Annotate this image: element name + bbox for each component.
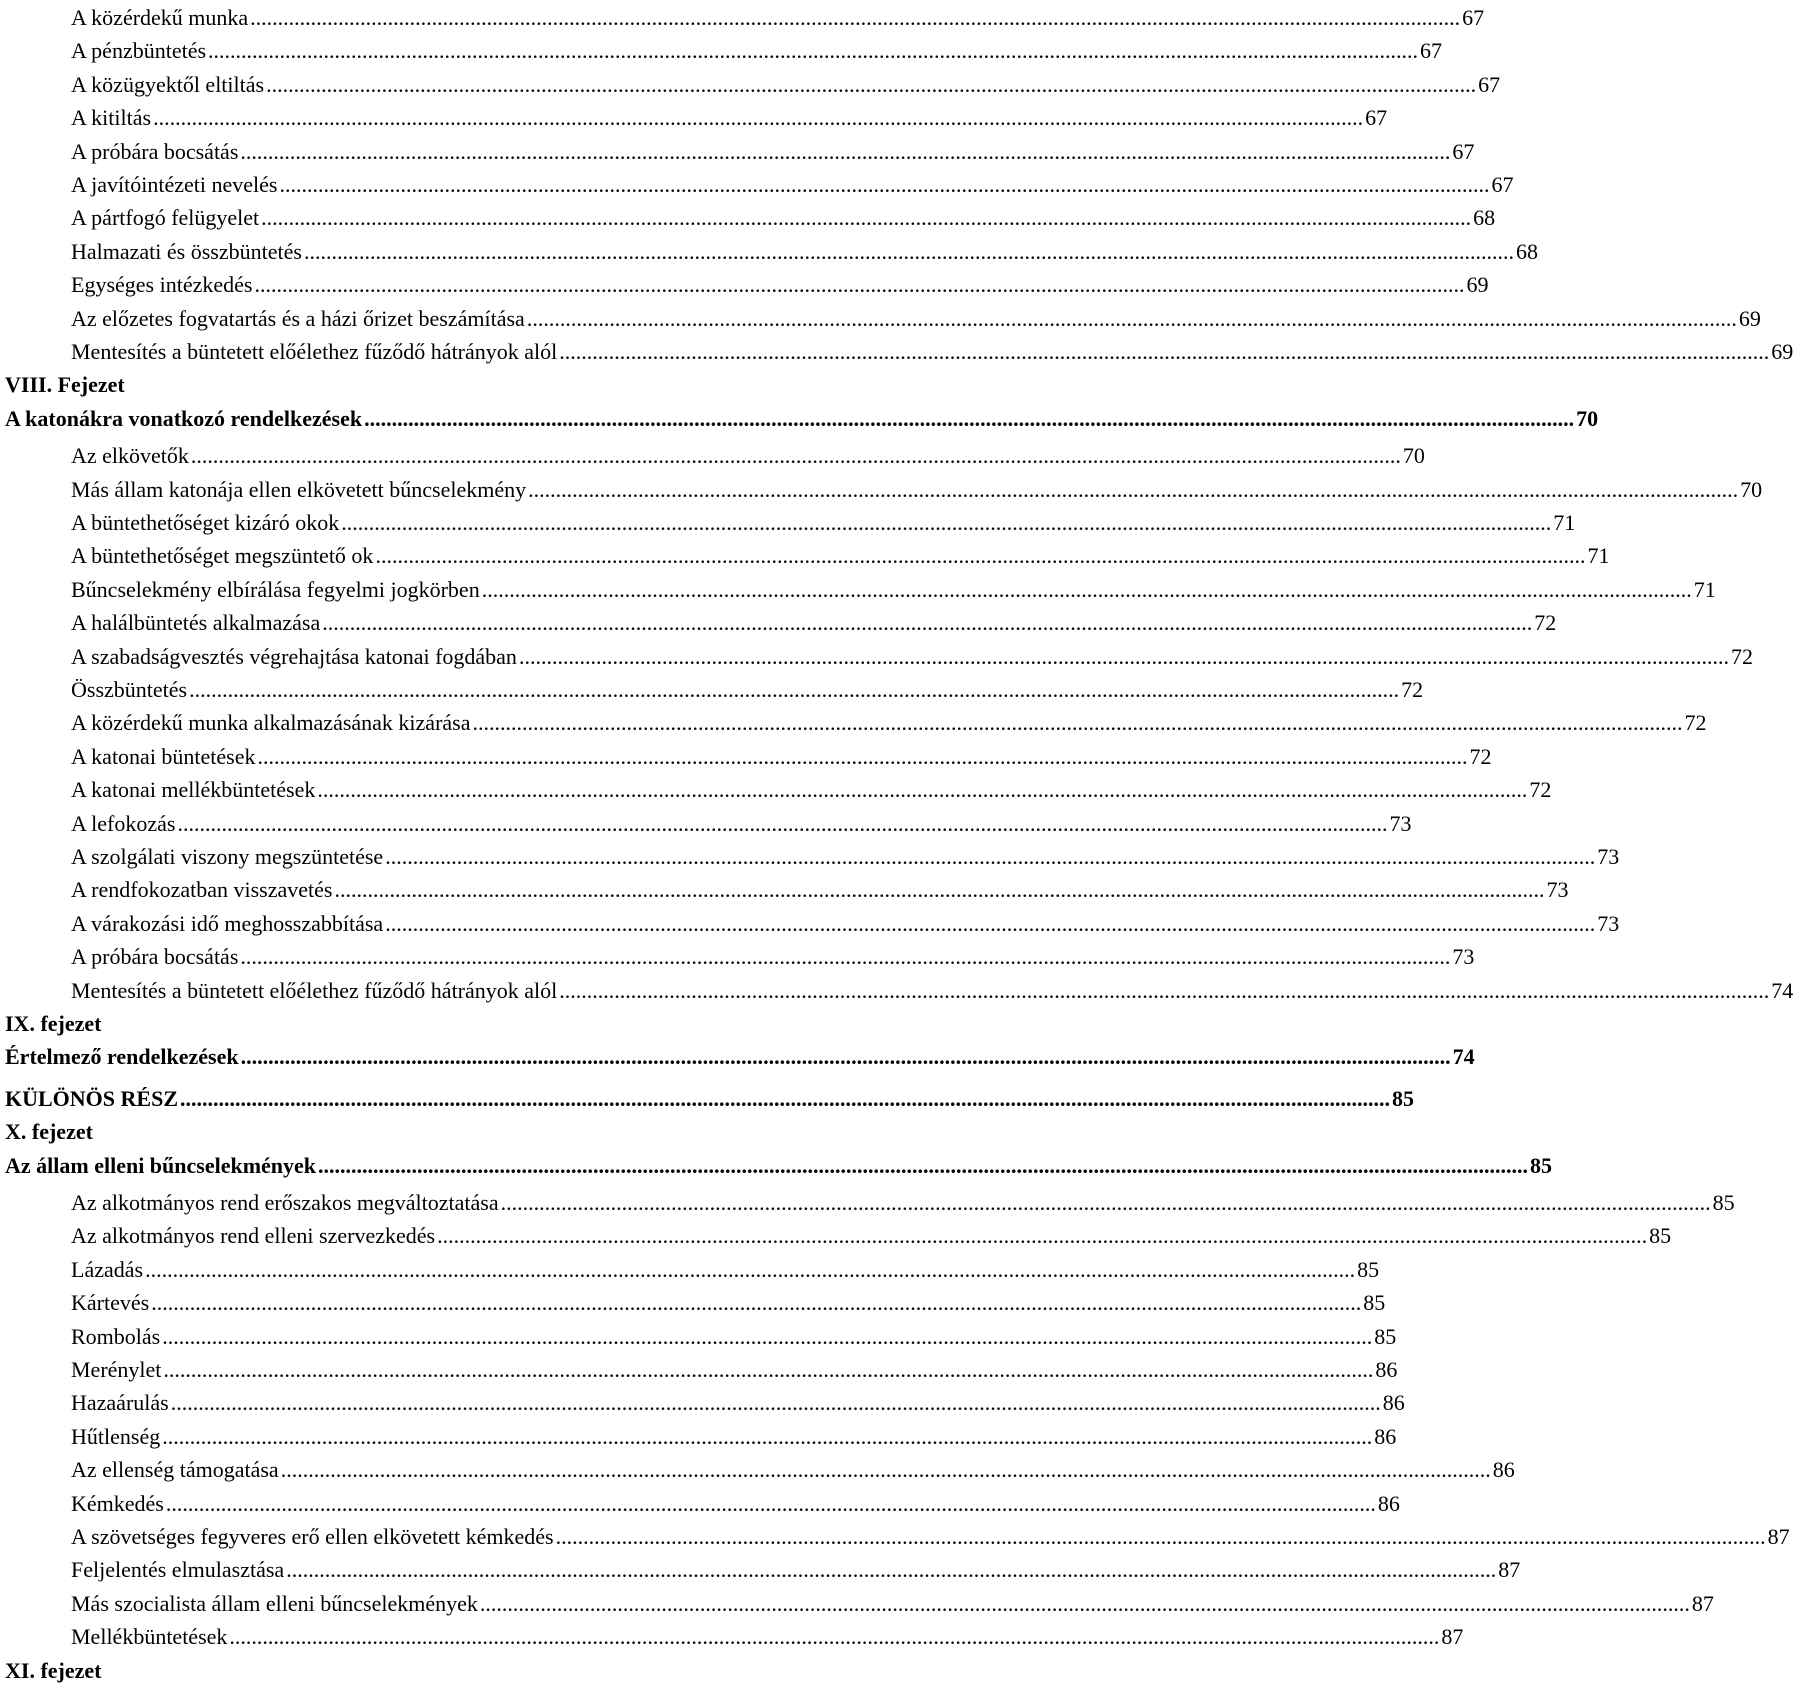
toc-entry — [71, 200, 1496, 231]
toc-entry-title: A közügyektől eltiltás — [71, 71, 265, 97]
toc-section-entry — [5, 1039, 1475, 1070]
chapter-heading — [5, 1653, 104, 1683]
dot-leader: ............................................................................................................................................................................................................................ — [229, 1624, 1440, 1650]
toc-entry-page: 73 — [1452, 944, 1475, 970]
dot-leader: ............................................................................................................................................................................................................................ — [364, 405, 1575, 431]
toc-entry-title: Hazaárulás — [71, 1390, 169, 1416]
toc-entry — [71, 639, 1753, 669]
toc-entry-page: 69 — [1738, 305, 1761, 331]
toc-entry — [71, 167, 1514, 197]
toc-entry-title: A katonákra vonatkozó rendelkezések — [5, 405, 363, 431]
toc-entry-title: Más szocialista állam elleni bűncselekmények — [71, 1590, 478, 1616]
toc-entry — [71, 472, 1763, 502]
toc-entry-title: Egységes intézkedés — [71, 272, 253, 298]
dot-leader: ............................................................................................................................................................................................................................ — [318, 1152, 1529, 1178]
toc-entry-page: 72 — [1684, 710, 1707, 736]
toc-entry-page: 71 — [1553, 510, 1576, 535]
dot-leader: ............................................................................................................................................................................................................................ — [257, 743, 1468, 769]
toc-entry — [71, 301, 1761, 331]
toc-entry-title: Az előzetes fogvatartás és a házi őrizet beszámítása — [71, 305, 525, 331]
toc-entry-page: 72 — [1529, 777, 1552, 803]
toc-entry — [71, 872, 1569, 903]
toc-section-entry — [5, 401, 1599, 431]
toc-entry-page: 86 — [1375, 1357, 1398, 1382]
dot-leader: ............................................................................................................................................................................................................................ — [190, 443, 1401, 469]
dot-leader: ............................................................................................................................................................................................................................ — [145, 1256, 1356, 1282]
toc-entry-page: 74 — [1771, 977, 1793, 1003]
toc-entry — [71, 1385, 1405, 1416]
toc-entry-page: 87 — [1498, 1557, 1521, 1583]
toc-entry-page: 87 — [1767, 1524, 1790, 1549]
toc-entry-title: Mentesítés a büntetett előélethez fűződő hátrányok alól — [71, 977, 558, 1003]
toc-entry-page: 70 — [1402, 443, 1425, 469]
dot-leader: ............................................................................................................................................................................................................................ — [177, 810, 1388, 836]
toc-entry-title: Hűtlenség — [71, 1423, 161, 1449]
dot-leader: ............................................................................................................................................................................................................................ — [286, 1557, 1497, 1583]
dot-leader: ............................................................................................................................................................................................................................ — [240, 138, 1451, 164]
dot-leader: ............................................................................................................................................................................................................................ — [240, 1044, 1451, 1070]
toc-entry-title: A próbára bocsátás — [71, 138, 239, 164]
dot-leader: ............................................................................................................................................................................................................................ — [559, 339, 1770, 364]
toc-entry — [71, 572, 1716, 602]
dot-leader: ............................................................................................................................................................................................................................ — [240, 944, 1451, 970]
toc-entry-page: 69 — [1466, 272, 1489, 298]
toc-entry — [71, 267, 1489, 298]
toc-entry — [71, 739, 1492, 769]
toc-section-entry — [5, 1081, 1414, 1111]
toc-entry-title: Kémkedés — [71, 1490, 164, 1516]
toc-entry-page: 73 — [1546, 877, 1569, 903]
toc-entry-page: 67 — [1462, 5, 1485, 30]
toc-entry — [71, 772, 1552, 803]
dot-leader: ............................................................................................................................................................................................................................ — [303, 238, 1514, 264]
toc-entry-title: A büntethetőséget megszüntető ok — [71, 543, 374, 569]
toc-entry-title: A szövetséges fegyveres erő ellen elkövetett kémkedés — [71, 1524, 554, 1549]
dot-leader: ............................................................................................................................................................................................................................ — [261, 205, 1472, 231]
toc-entry-title: Halmazati és összbüntetés — [71, 238, 302, 264]
toc-entry-page: 68 — [1515, 238, 1538, 264]
toc-entry-title: Értelmező rendelkezések — [5, 1044, 239, 1070]
toc-entry — [71, 1586, 1714, 1616]
toc-entry-title: A büntethetőséget kizáró okok — [71, 510, 340, 535]
dot-leader: ............................................................................................................................................................................................................................ — [526, 305, 1737, 331]
toc-entry-page: 87 — [1441, 1624, 1464, 1650]
dot-leader: ............................................................................................................................................................................................................................ — [334, 877, 1545, 903]
toc-entry — [71, 1319, 1397, 1349]
toc-section-entry — [5, 1148, 1553, 1178]
dot-leader: ............................................................................................................................................................................................................................ — [500, 1190, 1711, 1215]
toc-entry-title: Az elkövetők — [71, 443, 189, 469]
dot-leader: ............................................................................................................................................................................................................................ — [162, 1423, 1373, 1449]
toc-entry — [71, 234, 1538, 264]
toc-entry — [71, 505, 1576, 535]
toc-entry-page: 70 — [1740, 476, 1763, 502]
toc-entry — [71, 939, 1475, 970]
toc-entry — [71, 1252, 1380, 1282]
toc-entry-title: A javítóintézeti nevelés — [71, 172, 278, 197]
toc-entry-title: A kitiltás — [71, 105, 152, 131]
dot-leader: ............................................................................................................................................................................................................................ — [163, 1357, 1374, 1382]
toc-entry-page: 86 — [1492, 1457, 1515, 1483]
toc-entry-page: 67 — [1452, 138, 1475, 164]
toc-entry-title: A közérdekű munka alkalmazásának kizárása — [71, 710, 471, 736]
toc-entry-page: 73 — [1389, 810, 1412, 836]
toc-entry-page: 67 — [1491, 172, 1514, 197]
toc-entry — [71, 438, 1425, 469]
toc-entry-page: 85 — [1712, 1190, 1735, 1215]
dot-leader: ............................................................................................................................................................................................................................ — [437, 1223, 1648, 1249]
dot-leader: ............................................................................................................................................................................................................................ — [559, 977, 1770, 1003]
toc-entry-page: 85 — [1392, 1085, 1414, 1111]
toc-entry-title: A pártfogó felügyelet — [71, 205, 260, 231]
dot-leader: ............................................................................................................................................................................................................................ — [518, 643, 1729, 669]
toc-entry-page: 70 — [1576, 405, 1599, 431]
dot-leader: ............................................................................................................................................................................................................................ — [279, 172, 1490, 197]
toc-entry-page: 73 — [1597, 910, 1620, 936]
toc-entry-title: Bűncselekmény elbírálása fegyelmi jogkörben — [71, 576, 480, 602]
dot-leader: ............................................................................................................................................................................................................................ — [341, 510, 1552, 535]
dot-leader: ............................................................................................................................................................................................................................ — [385, 910, 1596, 936]
toc-entry — [71, 605, 1557, 636]
toc-entry-title: Az alkotmányos rend elleni szervezkedés — [71, 1223, 436, 1249]
toc-entry — [71, 906, 1620, 936]
toc-entry-page: 86 — [1382, 1390, 1405, 1416]
toc-entry-page: 85 — [1530, 1152, 1553, 1178]
toc-entry-page: 73 — [1597, 844, 1620, 869]
toc-entry — [71, 705, 1707, 736]
chapter-heading-label: X. fejezet — [5, 1119, 93, 1145]
dot-leader: ............................................................................................................................................................................................................................ — [162, 1323, 1373, 1349]
toc-entry — [71, 100, 1388, 131]
dot-leader: ............................................................................................................................................................................................................................ — [151, 1290, 1362, 1316]
toc-entry-title: Az alkotmányos rend erőszakos megváltoztatása — [71, 1190, 499, 1215]
dot-leader: ............................................................................................................................................................................................................................ — [479, 1590, 1690, 1616]
toc-entry-title: A szabadságvesztés végrehajtása katonai fogdában — [71, 643, 517, 669]
dot-leader: ............................................................................................................................................................................................................................ — [472, 710, 1683, 736]
dot-leader: ............................................................................................................................................................................................................................ — [322, 610, 1533, 636]
toc-entry — [71, 1552, 1521, 1583]
toc-entry — [71, 67, 1501, 97]
toc-entry-title: Lázadás — [71, 1256, 144, 1282]
toc-entry-title: A várakozási idő meghosszabbítása — [71, 910, 384, 936]
toc-entry — [71, 1185, 1735, 1215]
toc-entry-title: A katonai mellékbüntetések — [71, 777, 316, 803]
toc-entry-page: 86 — [1374, 1423, 1397, 1449]
toc-entry-page: 85 — [1649, 1223, 1672, 1249]
toc-entry-page: 74 — [1452, 1044, 1475, 1070]
dot-leader: ............................................................................................................................................................................................................................ — [528, 476, 1739, 502]
toc-entry — [71, 134, 1475, 164]
toc-entry-title: A közérdekű munka — [71, 5, 249, 30]
toc-entry-title: Feljelentés elmulasztása — [71, 1557, 285, 1583]
toc-entry-title: Rombolás — [71, 1323, 161, 1349]
toc-entry-title: A halálbüntetés alkalmazása — [71, 610, 321, 636]
chapter-heading-label: XI. fejezet — [5, 1657, 102, 1683]
dot-leader: ............................................................................................................................................................................................................................ — [385, 844, 1596, 869]
toc-entry-page: 72 — [1401, 677, 1424, 702]
chapter-heading — [5, 367, 127, 397]
toc-entry-title: A szolgálati viszony megszüntetése — [71, 844, 384, 869]
toc-entry-page: 72 — [1730, 643, 1753, 669]
toc-entry-page: 67 — [1478, 71, 1501, 97]
dot-leader: ............................................................................................................................................................................................................................ — [153, 105, 1364, 131]
dot-leader: ............................................................................................................................................................................................................................ — [170, 1390, 1381, 1416]
dot-leader: ............................................................................................................................................................................................................................ — [317, 777, 1528, 803]
dot-leader: ............................................................................................................................................................................................................................ — [250, 5, 1461, 30]
toc-entry-page: 71 — [1587, 543, 1610, 569]
toc-entry-page: 85 — [1363, 1290, 1386, 1316]
toc-entry — [71, 334, 1793, 364]
toc-entry — [71, 1285, 1386, 1316]
dot-leader: ............................................................................................................................................................................................................................ — [375, 543, 1586, 569]
toc-entry-page: 67 — [1365, 105, 1388, 131]
dot-leader: ............................................................................................................................................................................................................................ — [208, 38, 1419, 64]
dot-leader: ............................................................................................................................................................................................................................ — [180, 1085, 1390, 1111]
toc-entry — [71, 839, 1620, 869]
toc-entry — [71, 0, 1485, 30]
toc-entry-page: 68 — [1473, 205, 1496, 231]
toc-entry-page: 85 — [1357, 1256, 1380, 1282]
toc-entry-title: Az állam elleni bűncselekmények — [5, 1152, 317, 1178]
toc-entry — [71, 1486, 1400, 1516]
chapter-heading — [5, 1114, 95, 1144]
toc-entry-page: 72 — [1534, 610, 1557, 636]
dot-leader: ............................................................................................................................................................................................................................ — [481, 576, 1692, 602]
toc-entry-page: 71 — [1693, 576, 1716, 602]
dot-leader: ............................................................................................................................................................................................................................ — [280, 1457, 1491, 1483]
toc-entry — [71, 1619, 1464, 1650]
toc-entry-title: Mellékbüntetések — [71, 1624, 228, 1650]
toc-entry — [71, 1519, 1790, 1549]
toc-entry-page: 87 — [1691, 1590, 1714, 1616]
toc-entry-title: Összbüntetés — [71, 677, 188, 702]
toc-entry-title: A próbára bocsátás — [71, 944, 239, 970]
toc-entry-page: 85 — [1374, 1323, 1397, 1349]
toc-entry-title: A pénzbüntetés — [71, 38, 207, 64]
toc-entry-title: Mentesítés a büntetett előélethez fűződő hátrányok alól — [71, 339, 558, 364]
toc-entry-page: 72 — [1469, 743, 1492, 769]
chapter-heading — [5, 1006, 104, 1036]
toc-entry — [71, 33, 1443, 64]
toc-entry — [71, 806, 1412, 836]
toc-entry-page: 67 — [1420, 38, 1443, 64]
toc-entry — [71, 1419, 1397, 1449]
toc-entry-title: A katonai büntetések — [71, 743, 256, 769]
dot-leader: ............................................................................................................................................................................................................................ — [254, 272, 1465, 298]
toc-entry-title: KÜLÖNÖS RÉSZ — [5, 1085, 178, 1111]
toc-entry — [71, 973, 1793, 1003]
dot-leader: ............................................................................................................................................................................................................................ — [266, 71, 1477, 97]
toc-entry-title: Az ellenség támogatása — [71, 1457, 279, 1483]
dot-leader: ............................................................................................................................................................................................................................ — [555, 1524, 1766, 1549]
toc-entry-title: Kártevés — [71, 1290, 150, 1316]
dot-leader: ............................................................................................................................................................................................................................ — [189, 677, 1400, 702]
toc-entry-title: Merénylet — [71, 1357, 162, 1382]
toc-entry — [71, 1352, 1398, 1382]
toc-entry — [71, 1452, 1515, 1483]
toc-entry-title: A rendfokozatban visszavetés — [71, 877, 333, 903]
chapter-heading-label: IX. fejezet — [5, 1011, 102, 1036]
toc-entry — [71, 1218, 1672, 1249]
toc-entry-title: A lefokozás — [71, 810, 176, 836]
toc-entry — [71, 538, 1610, 569]
toc-entry-title: Más állam katonája ellen elkövetett bűncselekmény — [71, 476, 527, 502]
dot-leader: ............................................................................................................................................................................................................................ — [165, 1490, 1376, 1516]
toc-entry-page: 69 — [1771, 339, 1793, 364]
toc-entry-page: 86 — [1377, 1490, 1400, 1516]
chapter-heading-label: VIII. Fejezet — [5, 372, 125, 398]
toc-entry — [71, 672, 1424, 702]
